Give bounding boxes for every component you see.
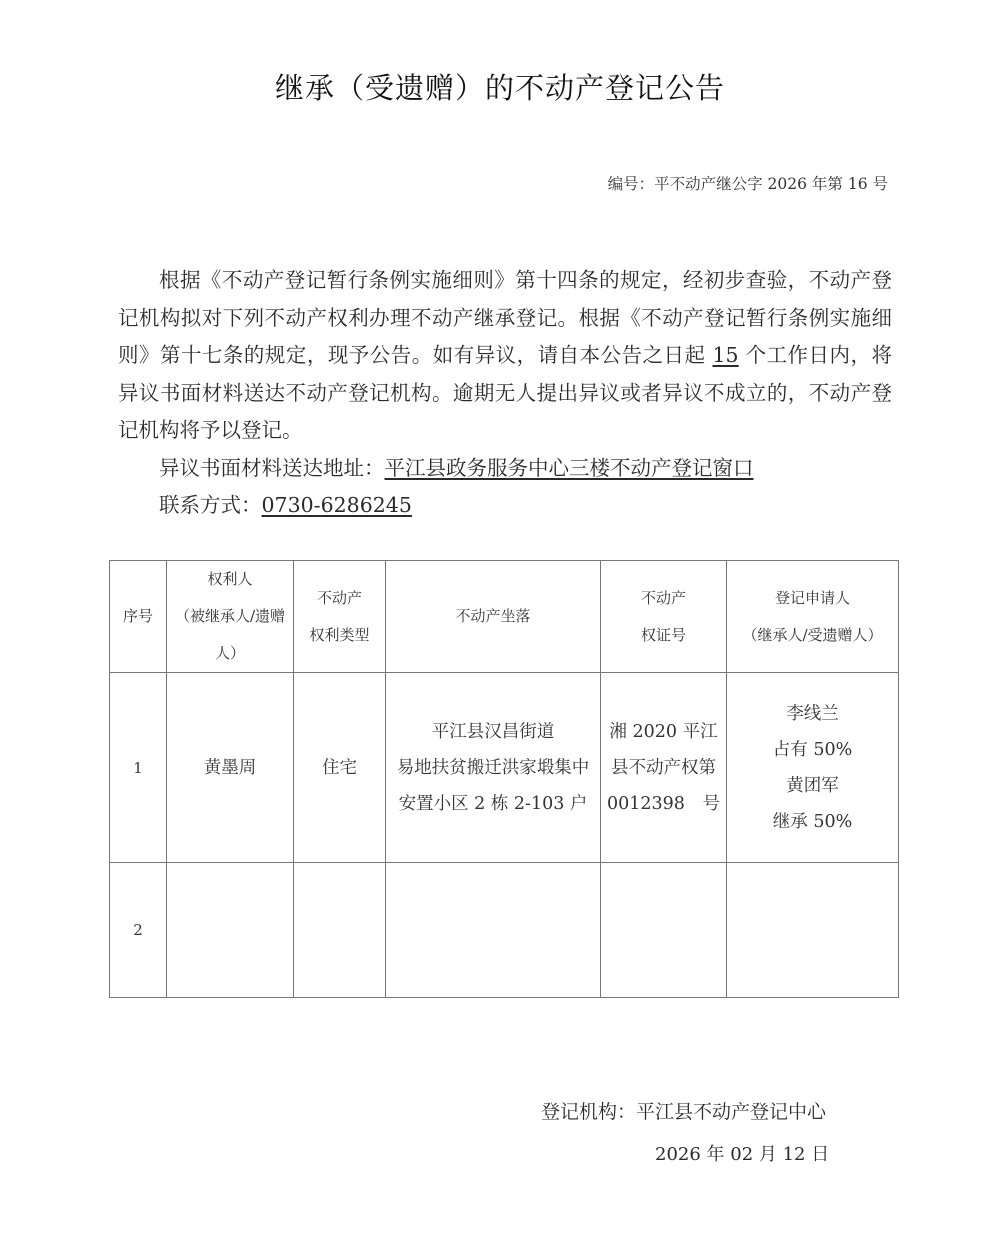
header-certificate-number: 不动产 权证号 <box>601 561 727 673</box>
notice-body <box>118 262 892 525</box>
cell-right-type: 住宅 <box>294 673 386 863</box>
objection-days: 15 <box>712 343 739 367</box>
header-index: 序号 <box>110 561 167 673</box>
cell-certificate-number <box>601 863 727 998</box>
document-number: 编号：平不动产继公字 2026 年第 16 号 <box>607 175 888 193</box>
contact-phone: 0730-6286245 <box>261 493 412 517</box>
address-label: 异议书面材料送达地址： <box>159 455 385 480</box>
registration-table <box>109 560 899 998</box>
notice-date: 2026 年 02 月 12 日 <box>655 1144 830 1165</box>
cell-index: 2 <box>110 863 167 998</box>
cell-rights-holder <box>167 863 294 998</box>
cell-right-type <box>294 863 386 998</box>
header-rights-holder: 权利人 （被继承人/遗赠人） <box>167 561 294 673</box>
cell-rights-holder: 黄墨周 <box>167 673 294 863</box>
paragraph-text-after: 个工作日内，将异议书面材料送达不动产登记机构。逾期无人提出异议或者异议不成立的，不动产登记机构将予以登记。 <box>118 343 892 442</box>
cell-location: 平江县汉昌街道 易地扶贫搬迁洪家塅集中安置小区 2 栋 2-103 户 <box>386 673 601 863</box>
cell-applicant <box>727 863 899 998</box>
table-row <box>110 863 899 998</box>
cell-location <box>386 863 601 998</box>
paragraph-text-before: 根据《不动产登记暂行条例实施细则》第十四条的规定，经初步查验，不动产登记机构拟对下列不动产权利办理不动产继承登记。根据《不动产登记暂行条例实施细则》第十七条的规定，现予公告。如有异议，请自本公告之日起 <box>118 268 892 367</box>
cell-certificate-number: 湘 2020 平江县不动产权第 0012398 号 <box>601 673 727 863</box>
contact-line <box>118 487 892 525</box>
header-applicant: 登记申请人 （继承人/受遗赠人） <box>727 561 899 673</box>
header-location: 不动产坐落 <box>386 561 601 673</box>
notice-paragraph <box>118 262 892 450</box>
cell-index: 1 <box>110 673 167 863</box>
table-header-row <box>110 561 899 673</box>
objection-address-line <box>118 450 892 488</box>
objection-address: 平江县政务服务中心三楼不动产登记窗口 <box>384 455 754 480</box>
page-title: 继承（受遗赠）的不动产登记公告 <box>274 71 725 105</box>
header-right-type: 不动产 权利类型 <box>294 561 386 673</box>
cell-applicant: 李线兰 占有 50% 黄团军 继承 50% <box>727 673 899 863</box>
table-row <box>110 673 899 863</box>
contact-label: 联系方式： <box>159 493 262 517</box>
registration-authority: 登记机构：平江县不动产登记中心 <box>541 1101 827 1123</box>
